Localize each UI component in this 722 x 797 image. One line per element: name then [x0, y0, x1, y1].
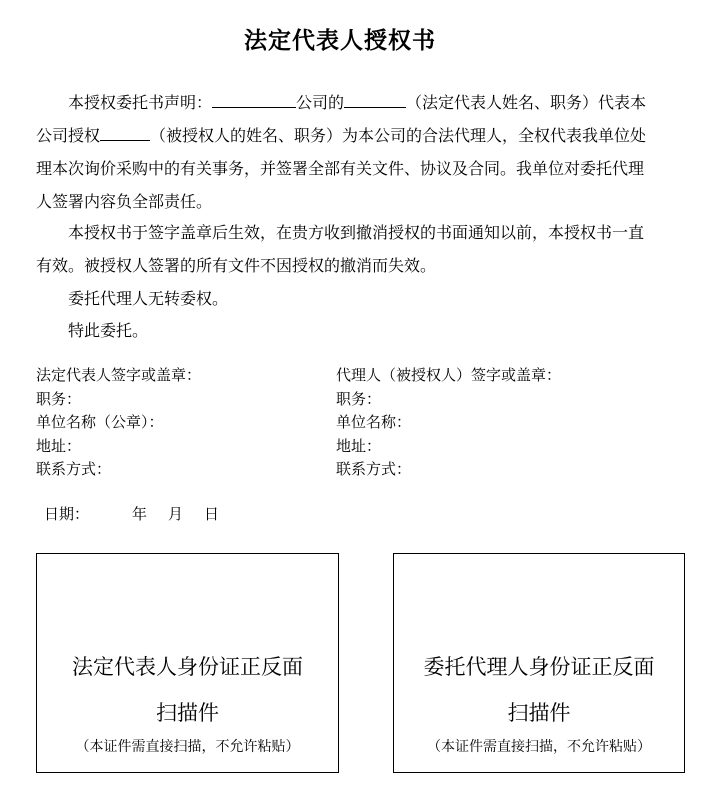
paragraph-declaration — [36, 86, 656, 218]
date-label: 日期： — [44, 505, 90, 523]
legal-rep-blank[interactable] — [344, 92, 406, 108]
legal-rep-contact-label: 联系方式： — [36, 460, 112, 478]
legal-rep-address-label: 地址： — [36, 436, 82, 455]
agent-contact-label: 联系方式： — [336, 460, 412, 478]
company-name-blank[interactable] — [212, 92, 296, 108]
legal-rep-id-scan-box — [36, 553, 339, 773]
date-month: 月 — [168, 505, 184, 523]
para1-text-4: （被授权人的姓名、职务）为本公司的合法代理人，全权代表我单位处理本次询价采购中的有关事务，并签署全部有关文件、协议及合同。我单位对委托代理人签署内容负全部责任。 — [36, 126, 647, 211]
para1-text-2: 公司的 — [296, 93, 345, 112]
agent-signature-label: 代理人（被授权人）签字或盖章： — [336, 366, 562, 384]
agent-id-scan-note: （本证件需直接扫描，不允许粘贴） — [427, 739, 651, 755]
agent-id-scan-title-line1: 委托代理人身份证正反面 — [423, 655, 655, 679]
paragraph-validity: 本授权书于签字盖章后生效，在贵方收到撤消授权的书面通知以前，本授权书一直有效。被授权人签署的所有文件不因授权的撤消而失效。 — [36, 223, 645, 275]
para1-text-1: 本授权委托书声明： — [68, 93, 213, 112]
date-line — [44, 502, 219, 526]
para1-text-3: （法定代表人姓名、职务）代表本公司授权 — [36, 93, 647, 145]
legal-rep-company-label: 单位名称（公章）： — [36, 413, 164, 431]
agent-position-label: 职务： — [336, 389, 382, 408]
legal-rep-id-scan-title — [37, 644, 338, 736]
signature-block-agent — [336, 364, 561, 482]
paragraph-no-subdelegation: 委托代理人无转委权。 — [68, 289, 229, 308]
legal-rep-id-scan-note: （本证件需直接扫描，不允许粘贴） — [75, 739, 300, 755]
legal-rep-signature-label: 法定代表人签字或盖章： — [36, 366, 202, 384]
agent-id-scan-title — [394, 644, 684, 736]
legal-rep-id-scan-title-line2: 扫描件 — [156, 701, 219, 725]
document-title: 法定代表人授权书 — [244, 28, 436, 54]
authorized-person-blank[interactable] — [100, 125, 150, 141]
legal-rep-position-label: 职务： — [36, 389, 82, 408]
legal-rep-id-scan-title-line1: 法定代表人身份证正反面 — [72, 655, 303, 679]
date-day: 日 — [204, 505, 220, 523]
agent-company-label: 单位名称： — [336, 413, 412, 431]
date-year: 年 — [132, 505, 148, 523]
agent-id-scan-title-line2: 扫描件 — [507, 701, 571, 725]
agent-id-scan-box — [393, 553, 685, 773]
paragraph-hereby: 特此委托。 — [68, 321, 149, 340]
signature-block-legal-rep — [36, 364, 201, 482]
agent-address-label: 地址： — [336, 436, 382, 455]
